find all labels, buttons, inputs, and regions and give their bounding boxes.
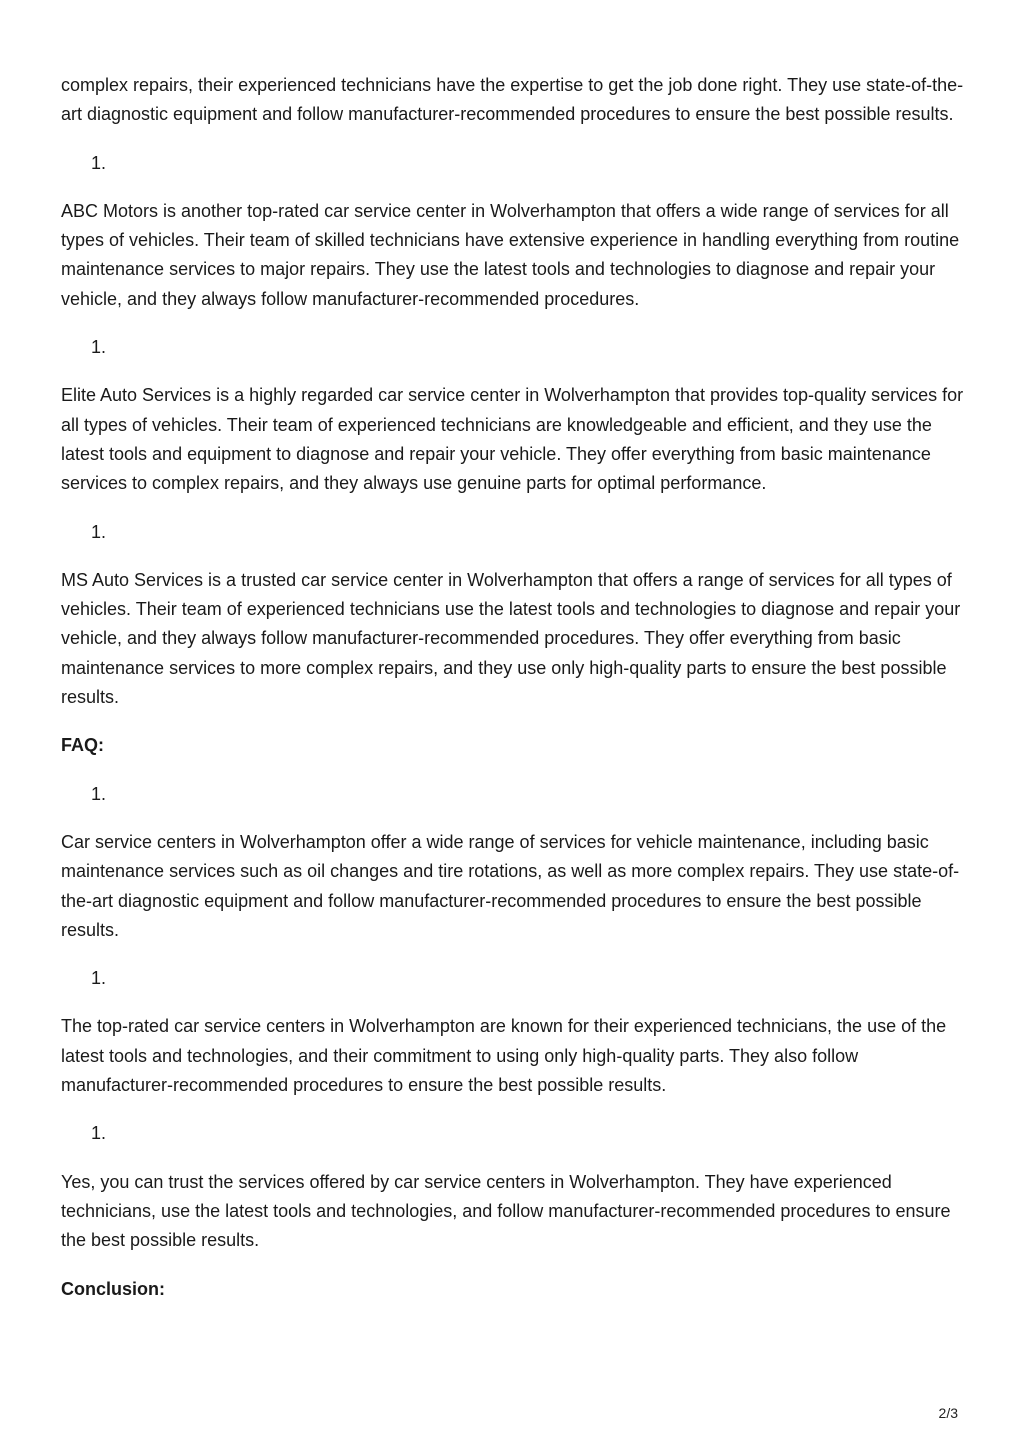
- document-body: [61, 71, 973, 1323]
- list-number: 1.: [91, 783, 107, 804]
- list-number: 1.: [91, 1123, 107, 1144]
- conclusion-heading: Conclusion:: [61, 1278, 165, 1299]
- faq-answer-top-rated: The top-rated car service centers in Wolverhampton are known for their experienced technicians, the use of the latest tools and technologies, and their commitment to using only high-quality parts. They also follow manufacturer-recommended procedures to ensure the best possible results.: [61, 1016, 947, 1096]
- faq-heading: FAQ:: [61, 735, 104, 756]
- list-number: 1.: [91, 337, 107, 358]
- page-number: 2/3: [938, 1405, 958, 1421]
- paragraph-elite-auto-services: Elite Auto Services is a highly regarded car service center in Wolverhampton that provides top-quality services for all types of vehicles. Their team of experienced technicians are knowledgeable and efficient, and they use the latest tools and equipment to diagnose and repair your vehicle. They offer everything from basic maintenance services to complex repairs, and they always use genuine parts for optimal performance.: [61, 385, 964, 494]
- paragraph-abc-motors: ABC Motors is another top-rated car service center in Wolverhampton that offers a wide range of services for all types of vehicles. Their team of skilled technicians have extensive experience in handling everything from routine maintenance services to major repairs. They use the latest tools and technologies to diagnose and repair your vehicle, and they always follow manufacturer-recommended procedures.: [61, 200, 960, 309]
- list-number: 1.: [91, 968, 107, 989]
- paragraph-intro-continued: complex repairs, their experienced technicians have the expertise to get the job done right. They use state-of-the-art diagnostic equipment and follow manufacturer-recommended procedures to ensure the best possible results.: [61, 75, 964, 125]
- list-number: 1.: [91, 521, 107, 542]
- faq-answer-services: Car service centers in Wolverhampton offer a wide range of services for vehicle maintenance, including basic maintenance services such as oil changes and tire rotations, as well as more complex repairs. They use state-of-the-art diagnostic equipment and follow manufacturer-recommended procedures to ensure the best possible results.: [61, 831, 960, 940]
- list-number: 1.: [91, 152, 107, 173]
- paragraph-ms-auto-services: MS Auto Services is a trusted car service center in Wolverhampton that offers a range of services for all types of vehicles. Their team of experienced technicians use the latest tools and technologies to diagnose and repair your vehicle, and they always follow manufacturer-recommended procedures. They offer everything from basic maintenance services to more complex repairs, and they use only high-quality parts to ensure the best possible results.: [61, 569, 961, 708]
- faq-answer-trust: Yes, you can trust the services offered by car service centers in Wolverhampton. They have experienced technicians, use the latest tools and technologies, and follow manufacturer-recommended procedures to ensure the best possible results.: [61, 1171, 951, 1251]
